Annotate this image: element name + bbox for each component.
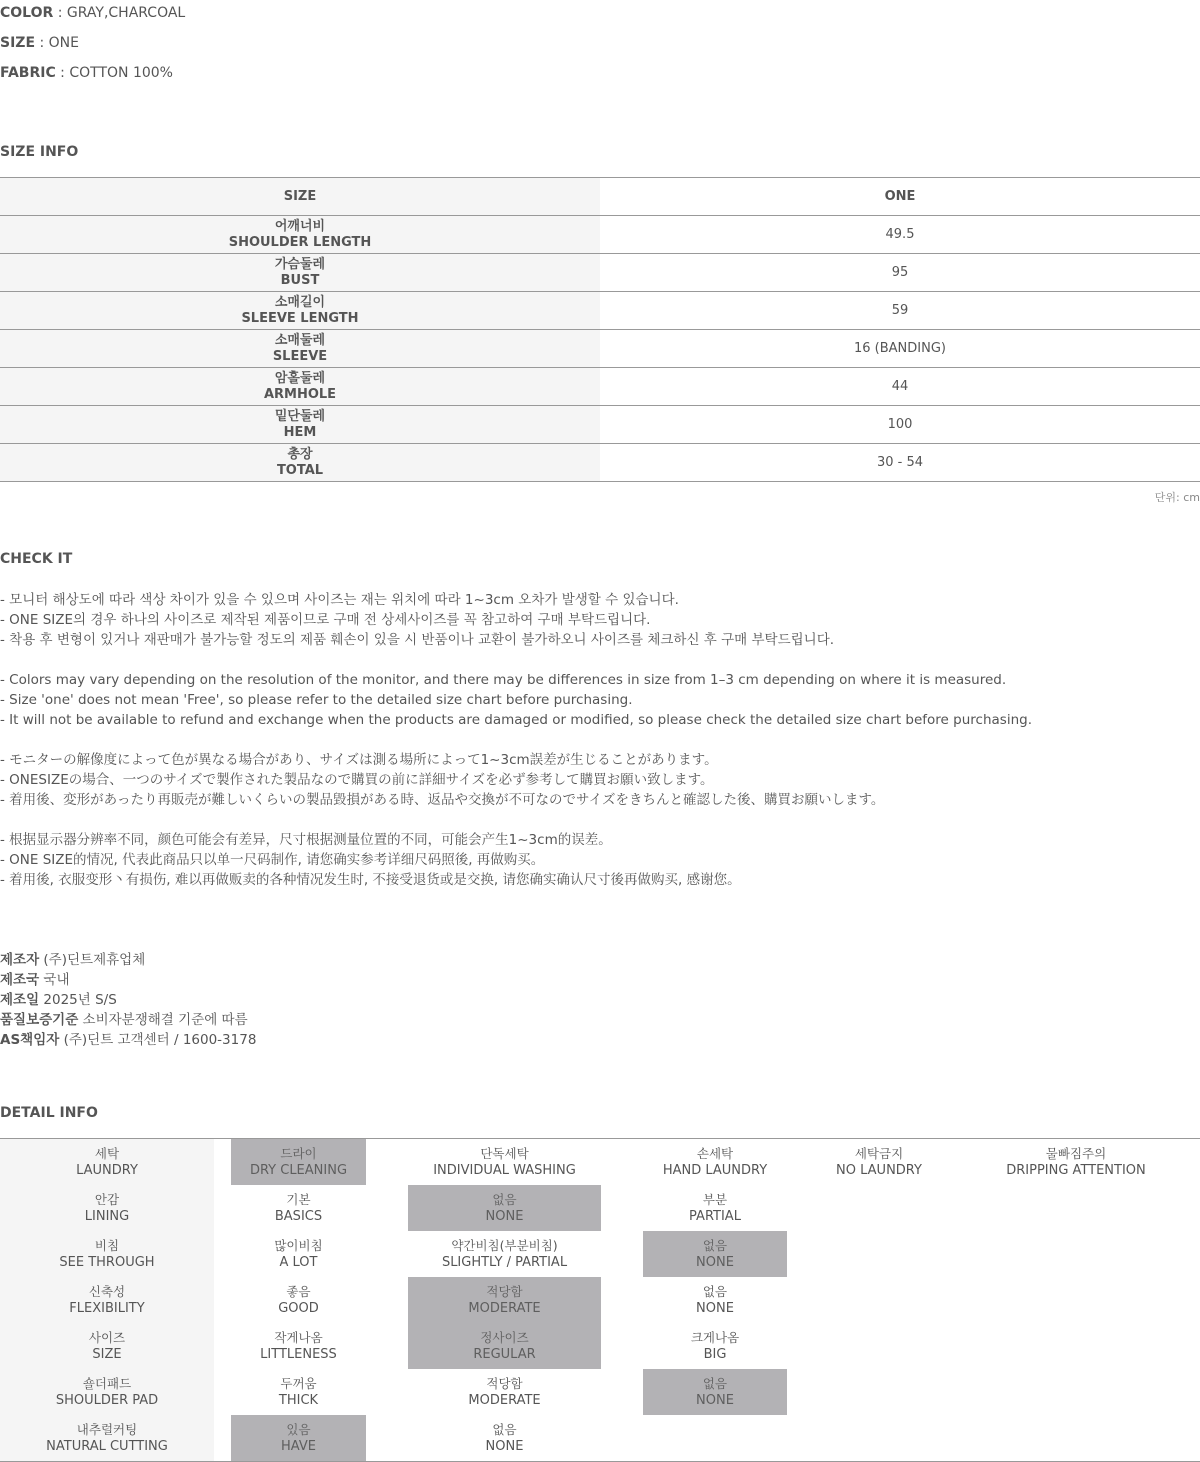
maker-value: 2025년 S/S: [39, 992, 117, 1008]
ko-text: 기본: [286, 1192, 311, 1207]
detail-option: [976, 1139, 1176, 1185]
spec-key: FABRIC: [0, 65, 56, 81]
detail-option: [643, 1323, 787, 1369]
size-row-label: [0, 292, 600, 329]
detail-option-selected: [231, 1415, 366, 1461]
en-text: NO LAUNDRY: [836, 1163, 922, 1178]
maker-key: 제조자: [0, 952, 40, 968]
detail-option: [408, 1139, 601, 1185]
ko-text: 없음: [702, 1284, 728, 1299]
size-row-label: [0, 406, 600, 443]
ko-text: 두꺼움: [280, 1376, 317, 1391]
ko-text: 있음: [286, 1422, 311, 1437]
size-row-sleeve: [0, 330, 1200, 368]
label-ko: 암홀둘레: [274, 370, 326, 386]
en-text: REGULAR: [473, 1347, 536, 1362]
en-text: MODERATE: [468, 1393, 541, 1408]
en-text: BIG: [703, 1347, 727, 1362]
check-it-title: CHECK IT: [0, 551, 73, 567]
size-row-total: [0, 444, 1200, 482]
notes-english: [0, 670, 1200, 730]
detail-info-title: DETAIL INFO: [0, 1105, 98, 1121]
en-text: NONE: [696, 1255, 734, 1270]
size-row-armhole: [0, 368, 1200, 406]
en-text: NONE: [696, 1301, 734, 1316]
ko-text: 손세탁: [696, 1146, 734, 1161]
detail-row-flexibility: [0, 1277, 1200, 1323]
size-row-value: 16 (BANDING): [854, 341, 946, 356]
en-text: SHOULDER PAD: [55, 1393, 159, 1408]
label-en: SLEEVE LENGTH: [241, 310, 359, 326]
detail-option: [231, 1231, 366, 1277]
size-row-value: 100: [887, 417, 913, 432]
en-text: DRY CLEANING: [249, 1163, 348, 1178]
detail-row-label: [0, 1415, 214, 1461]
check-it-notes: [0, 590, 1200, 910]
detail-row-label: [0, 1185, 214, 1231]
detail-row-shoulder-pad: [0, 1369, 1200, 1415]
detail-option-selected: [231, 1139, 366, 1185]
label-en: ARMHOLE: [263, 386, 337, 402]
detail-option: [231, 1323, 366, 1369]
maker-line: [0, 1010, 256, 1030]
size-info-title: SIZE INFO: [0, 144, 79, 160]
maker-value: (주)딘트 고객센터 / 1600-3178: [59, 1032, 257, 1048]
detail-row-label: [0, 1323, 214, 1369]
size-row-shoulder: [0, 216, 1200, 254]
detail-option: [643, 1185, 787, 1231]
label-ko: 밑단둘레: [274, 408, 326, 424]
maker-key: AS책임자: [0, 1032, 60, 1048]
spec-fabric: [0, 64, 173, 82]
detail-row-label: [0, 1369, 214, 1415]
size-row-bust: [0, 254, 1200, 292]
detail-row-label: [0, 1277, 214, 1323]
notes-chinese: [0, 830, 1200, 890]
maker-info: [0, 950, 256, 1050]
size-table: [0, 177, 1200, 482]
ko-text: 안감: [94, 1192, 120, 1207]
en-text: NONE: [485, 1439, 524, 1454]
label-en: HEM: [283, 424, 317, 440]
ko-text: 없음: [702, 1238, 728, 1253]
note-line: - 착용 후 변형이 있거나 재판매가 불가능할 정도의 제품 훼손이 있을 시 반품이나 교환이 불가하오니 사이즈를 체크하신 후 구매 부탁드립니다.: [0, 632, 835, 648]
notes-korean: [0, 590, 1200, 650]
detail-row-natural-cutting: [0, 1415, 1200, 1461]
note-line: - 모니터 해상도에 따라 색상 차이가 있을 수 있으며 사이즈는 재는 위치에 따라 1~3cm 오차가 발생할 수 있습니다.: [0, 592, 679, 608]
ko-text: 부분: [702, 1192, 728, 1207]
size-header-label: SIZE: [0, 178, 600, 215]
ko-text: 정사이즈: [480, 1330, 529, 1345]
ko-text: 드라이: [280, 1146, 317, 1161]
notes-japanese: [0, 750, 1200, 810]
ko-text: 세탁금지: [854, 1146, 904, 1161]
en-text: SEE THROUGH: [59, 1255, 155, 1270]
detail-option: [408, 1369, 601, 1415]
en-text: NONE: [696, 1393, 734, 1408]
maker-line: [0, 970, 256, 990]
spec-key: SIZE: [0, 35, 36, 51]
ko-text: 물빠짐주의: [1045, 1146, 1107, 1161]
size-row-sleeve-length: [0, 292, 1200, 330]
size-row-label: [0, 216, 600, 253]
label-ko: 소매둘레: [274, 332, 326, 348]
en-text: NATURAL CUTTING: [46, 1439, 168, 1454]
detail-row-size: [0, 1323, 1200, 1369]
detail-option-selected: [408, 1185, 601, 1231]
en-text: HAVE: [281, 1439, 316, 1454]
label-en: SLEEVE: [272, 348, 328, 364]
detail-option: [231, 1277, 366, 1323]
note-line: - ONESIZEの場合、一つのサイズで製作された製品なので購買の前に詳細サイズを必ず参考して購買お願い致します。: [0, 772, 714, 788]
detail-row-label: [0, 1231, 214, 1277]
ko-text: 단독세탁: [480, 1146, 529, 1161]
size-row-label: [0, 444, 600, 481]
size-row-value: 30 - 54: [876, 455, 924, 470]
spec-size: [0, 34, 79, 52]
spec-color: [0, 4, 185, 22]
maker-key: 품질보증기준: [0, 1012, 79, 1028]
en-text: NONE: [485, 1209, 524, 1224]
detail-row-see-through: [0, 1231, 1200, 1277]
detail-option: [231, 1185, 366, 1231]
size-table-header: [0, 178, 1200, 216]
detail-option: [643, 1277, 787, 1323]
label-en: BUST: [280, 272, 320, 288]
ko-text: 적당함: [486, 1284, 523, 1299]
detail-table: [0, 1138, 1200, 1462]
en-text: DRIPPING ATTENTION: [1006, 1163, 1146, 1178]
ko-text: 약간비침(부분비침): [451, 1238, 558, 1253]
size-header-value: ONE: [884, 189, 916, 204]
maker-line: [0, 990, 256, 1010]
ko-text: 작게나옴: [274, 1330, 323, 1345]
en-text: HAND LAUNDRY: [662, 1163, 768, 1178]
en-text: PARTIAL: [689, 1209, 741, 1224]
ko-text: 없음: [492, 1192, 517, 1207]
label-ko: 어깨너비: [274, 218, 326, 234]
maker-key: 제조국: [0, 972, 40, 988]
ko-text: 신축성: [88, 1284, 126, 1299]
ko-text: 많이비침: [274, 1238, 323, 1253]
label-ko: 총장: [287, 446, 313, 462]
detail-option: [643, 1139, 787, 1185]
size-row-value: 49.5: [885, 227, 915, 242]
size-row-value: 59: [891, 303, 909, 318]
detail-option: [408, 1415, 601, 1461]
en-text: A LOT: [279, 1255, 318, 1270]
en-text: LAUNDRY: [76, 1163, 138, 1178]
en-text: BASICS: [274, 1209, 323, 1224]
spec-key: COLOR: [0, 5, 54, 21]
ko-text: 세탁: [94, 1146, 120, 1161]
en-text: GOOD: [278, 1301, 319, 1316]
detail-row-laundry: [0, 1139, 1200, 1185]
maker-value: 소비자분쟁해결 기준에 따름: [78, 1012, 248, 1028]
label-ko: 가슴둘레: [274, 256, 326, 272]
note-line: - ONE SIZE的情况, 代表此商品只以单一尺码制作, 请您确实参考详细尺码照後, 再做购买。: [0, 852, 545, 868]
note-line: - Colors may vary depending on the resolution of the monitor, and there may be differences in size from 1–3 cm depending on where it is measured.: [0, 672, 1007, 688]
en-text: SIZE: [92, 1347, 122, 1362]
unit-note: 단위: cm: [1154, 491, 1200, 504]
maker-line: [0, 1030, 256, 1050]
maker-line: [0, 950, 256, 970]
en-text: SLIGHTLY / PARTIAL: [441, 1255, 568, 1270]
size-row-value: 44: [891, 379, 909, 394]
ko-text: 크게나옴: [690, 1330, 740, 1345]
size-row-label: [0, 330, 600, 367]
note-line: - モニターの解像度によって色が異なる場合があり、サイズは測る場所によって1~3cm誤差が生じることがあります。: [0, 752, 718, 768]
en-text: LINING: [84, 1209, 130, 1224]
size-row-hem: [0, 406, 1200, 444]
en-text: INDIVIDUAL WASHING: [433, 1163, 576, 1178]
ko-text: 좋음: [286, 1284, 311, 1299]
size-row-value: 95: [891, 265, 909, 280]
spec-value: : GRAY,CHARCOAL: [53, 5, 186, 21]
maker-key: 제조일: [0, 992, 40, 1008]
ko-text: 비침: [94, 1238, 120, 1253]
en-text: THICK: [278, 1393, 319, 1408]
detail-row-lining: [0, 1185, 1200, 1231]
label-en: TOTAL: [276, 462, 324, 478]
note-line: - 着用後、変形があったり再販売が難しいくらいの製品毀損がある時、返品や交換が不可なのでサイズをきちんと確認した後、購買お願いします。: [0, 792, 885, 808]
spec-value: : COTTON 100%: [55, 65, 173, 81]
en-text: LITTLENESS: [260, 1347, 337, 1362]
note-line: - 着用後, 衣服变形丶有损伤, 难以再做贩卖的各种情况发生时, 不接受退货或是交换, 请您确实确认尺寸後再做购买, 感谢您。: [0, 872, 741, 888]
maker-value: 국내: [39, 972, 70, 988]
detail-option: [408, 1231, 601, 1277]
ko-text: 적당함: [486, 1376, 523, 1391]
label-en: SHOULDER LENGTH: [228, 234, 372, 250]
label-ko: 소매길이: [274, 294, 326, 310]
en-text: FLEXIBILITY: [69, 1301, 145, 1316]
note-line: - It will not be available to refund and exchange when the products are damaged or modified, so please check the detailed size chart before purchasing.: [0, 712, 1032, 728]
maker-value: (주)딘트제휴업체: [39, 952, 146, 968]
size-row-label: [0, 254, 600, 291]
detail-option-selected: [643, 1231, 787, 1277]
ko-text: 없음: [702, 1376, 728, 1391]
detail-option: [815, 1139, 943, 1185]
ko-text: 숄더패드: [82, 1376, 132, 1391]
ko-text: 없음: [492, 1422, 517, 1437]
detail-option-selected: [408, 1277, 601, 1323]
ko-text: 사이즈: [88, 1330, 126, 1345]
en-text: MODERATE: [468, 1301, 541, 1316]
spec-value: : ONE: [35, 35, 79, 51]
detail-option-selected: [408, 1323, 601, 1369]
note-line: - 根据显示器分辨率不同，颜色可能会有差异，尺寸根据测量位置的不同，可能会产生1~3cm的误差。: [0, 832, 612, 848]
detail-option-selected: [643, 1369, 787, 1415]
size-row-label: [0, 368, 600, 405]
ko-text: 내추럴커팅: [76, 1422, 138, 1437]
detail-row-label: [0, 1139, 214, 1185]
note-line: - ONE SIZE의 경우 하나의 사이즈로 제작된 제품이므로 구매 전 상세사이즈를 꼭 참고하여 구매 부탁드립니다.: [0, 612, 651, 628]
detail-option: [231, 1369, 366, 1415]
note-line: - Size 'one' does not mean 'Free', so please refer to the detailed size chart before purchasing.: [0, 692, 633, 708]
